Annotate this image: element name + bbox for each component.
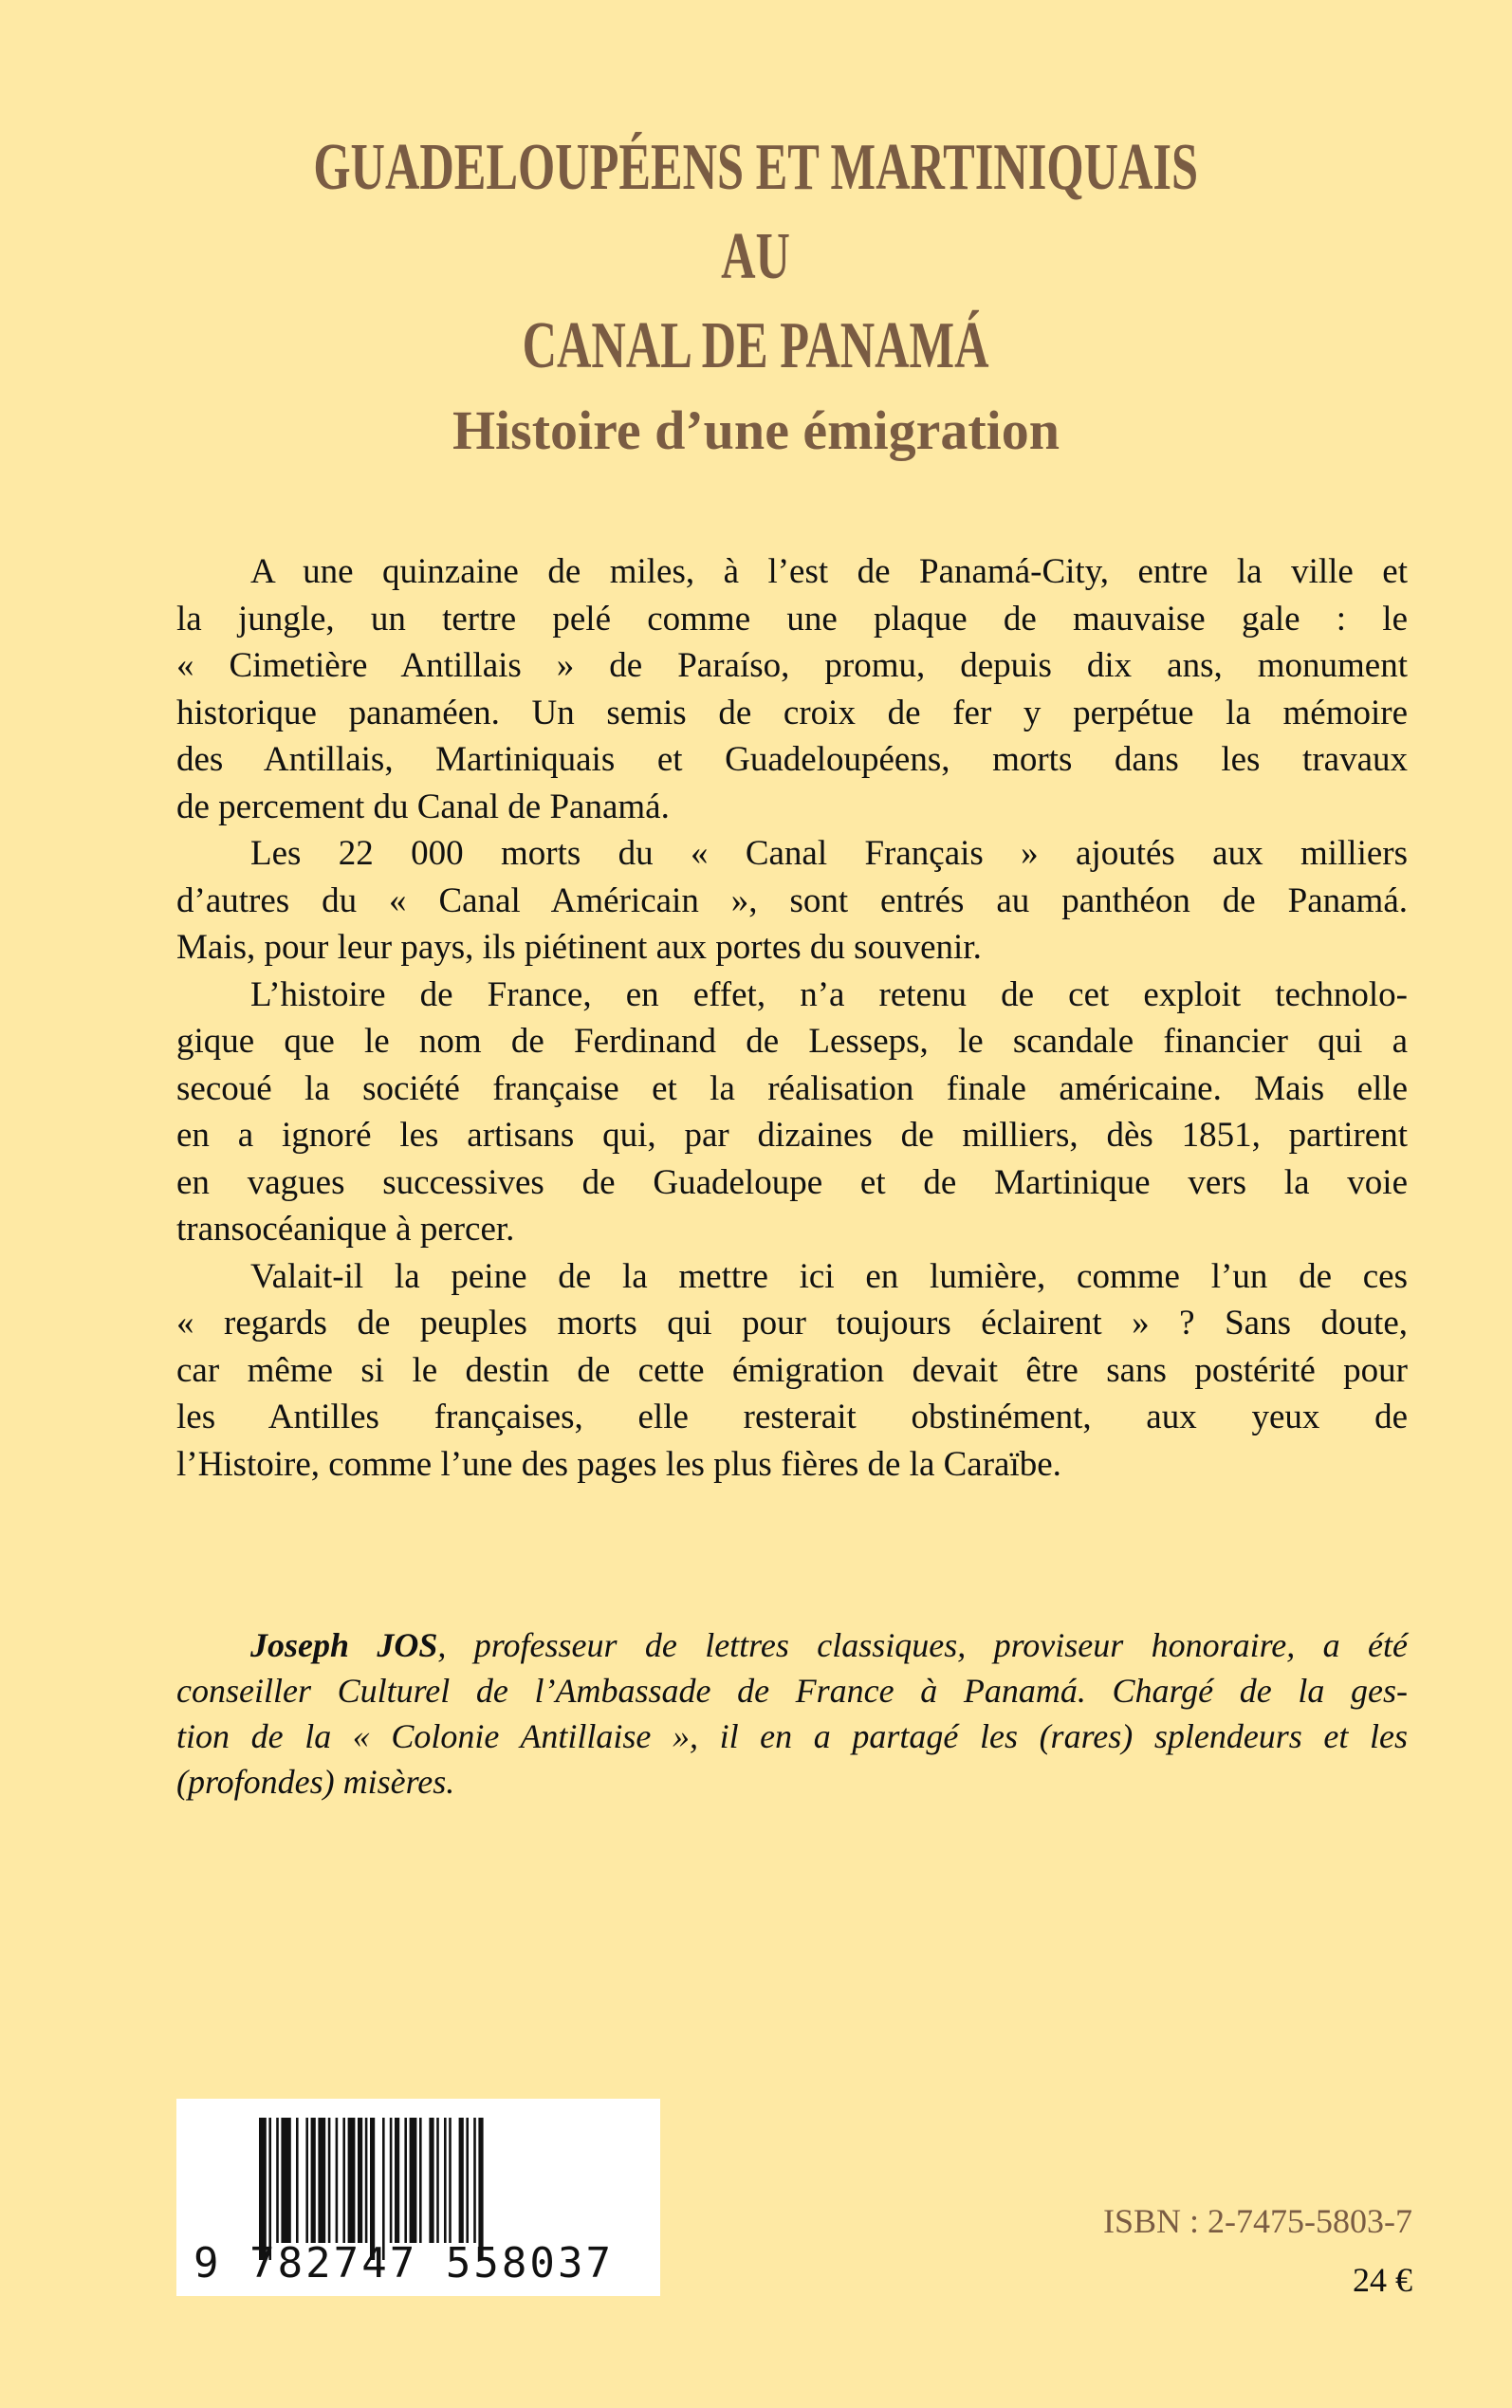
barcode-bars	[176, 2099, 660, 2296]
paragraph-line: de percement du Canal de Panamá.	[176, 787, 670, 826]
barcode-bar	[328, 2118, 331, 2243]
author-bio-line: conseiller Culturel de l’Ambassade de France à Panamá. Chargé de la ges-	[176, 1672, 1408, 1710]
author-bio-line: tion de la « Colonie Antillaise », il en a partagé les (rares) splendeurs et les	[176, 1717, 1408, 1755]
barcode-bar	[466, 2118, 469, 2243]
author-bio-line: (profondes) misères.	[176, 1763, 455, 1801]
paragraph-line: des Antillais, Martiniquais et Guadeloupéens, morts dans les travaux	[176, 740, 1408, 779]
paragraph-line: gique que le nom de Ferdinand de Lesseps, le scandale financier qui a	[176, 1022, 1408, 1061]
subtitle: Histoire d’une émigration	[452, 399, 1060, 461]
author-bio-text: , professeur de lettres classiques, proviseur honoraire, a été	[437, 1626, 1409, 1664]
paragraph-line: d’autres du « Canal Américain », sont entrés au panthéon de Panamá.	[176, 880, 1408, 920]
author-bio-line	[176, 1622, 1408, 1668]
price: 24 €	[1353, 2261, 1412, 2299]
paragraph-line: Valait-il la peine de la mettre ici en lumière, comme l’un de ces	[250, 1256, 1408, 1296]
paragraph-line: « regards de peuples morts qui pour toujours éclairent » ? Sans doute,	[176, 1304, 1408, 1343]
paragraph-line: A une quinzaine de miles, à l’est de Panamá-City, entre la ville et	[250, 552, 1408, 591]
paragraph-line: « Cimetière Antillais » de Paraíso, promu, depuis dix ans, monument	[176, 646, 1408, 685]
back-cover-text	[176, 548, 1408, 1488]
title-text-3: CANAL DE PANAMÁ	[523, 309, 989, 382]
barcode-bar	[365, 2118, 368, 2243]
title-line-1	[0, 131, 1512, 204]
barcode-bar	[404, 2118, 407, 2243]
barcode	[176, 2099, 660, 2296]
barcode-digits: 9 782747 558037	[194, 2239, 611, 2288]
paragraph-line: historique panaméen. Un semis de croix de fer y perpétue la mémoire	[176, 693, 1408, 732]
barcode-bar	[429, 2118, 433, 2243]
barcode-bar	[342, 2118, 345, 2243]
barcode-bar	[281, 2118, 290, 2243]
paragraph-line: secoué la société française et la réalisation finale américaine. Mais elle	[176, 1068, 1408, 1108]
barcode-bar	[419, 2118, 422, 2243]
barcode-bar	[436, 2118, 439, 2243]
barcode-bar	[358, 2118, 362, 2243]
paragraph-line: car même si le destin de cette émigration devait être sans postérité pour	[176, 1350, 1408, 1390]
paragraph-line: L’histoire de France, en effet, n’a retenu de cet exploit technolo-	[250, 974, 1408, 1014]
barcode-bar	[395, 2118, 399, 2243]
paragraph-line: les Antilles françaises, elle resterait obstinément, aux yeux de	[176, 1398, 1408, 1436]
title-line-3	[0, 309, 1512, 382]
barcode-bar	[473, 2118, 476, 2243]
author-bio	[176, 1622, 1408, 1805]
barcode-bar	[318, 2118, 325, 2243]
paragraph-line: l’Histoire, comme l’une des pages les plus fières de la Caraïbe.	[176, 1444, 1061, 1484]
barcode-bar	[410, 2118, 417, 2243]
barcode-bar	[276, 2118, 279, 2243]
barcode-bar	[348, 2118, 356, 2243]
barcode-bar	[305, 2118, 308, 2243]
barcode-bar	[311, 2118, 316, 2243]
barcode-bar	[449, 2118, 452, 2243]
barcode-bar	[336, 2118, 339, 2243]
barcode-bar	[296, 2118, 299, 2243]
barcode-bar	[444, 2118, 447, 2243]
title-line-2	[0, 220, 1512, 293]
barcode-bar	[390, 2118, 393, 2243]
barcode-bar	[459, 2118, 464, 2243]
title-text-1: GUADELOUPÉENS ET MARTINIQUAIS	[313, 131, 1199, 204]
title-text-2: AU	[721, 220, 791, 293]
author-name: Joseph JOS	[250, 1626, 438, 1664]
paragraph-line: Les 22 000 morts du « Canal Français » ajoutés aux milliers	[250, 834, 1408, 873]
paragraph-line: transocéanique à percer.	[176, 1210, 515, 1249]
paragraph-line: Mais, pour leur pays, ils piétinent aux portes du souvenir.	[176, 928, 982, 967]
paragraph-line: en a ignoré les artisans qui, par dizaines de milliers, dès 1851, partirent	[176, 1116, 1408, 1155]
isbn: ISBN : 2-7475-5803-7	[1103, 2202, 1412, 2240]
paragraph-line: en vagues successives de Guadeloupe et de Martinique vers la voie	[176, 1162, 1408, 1202]
paragraph-line: la jungle, un tertre pelé comme une plaque de mauvaise gale : le	[176, 599, 1408, 639]
